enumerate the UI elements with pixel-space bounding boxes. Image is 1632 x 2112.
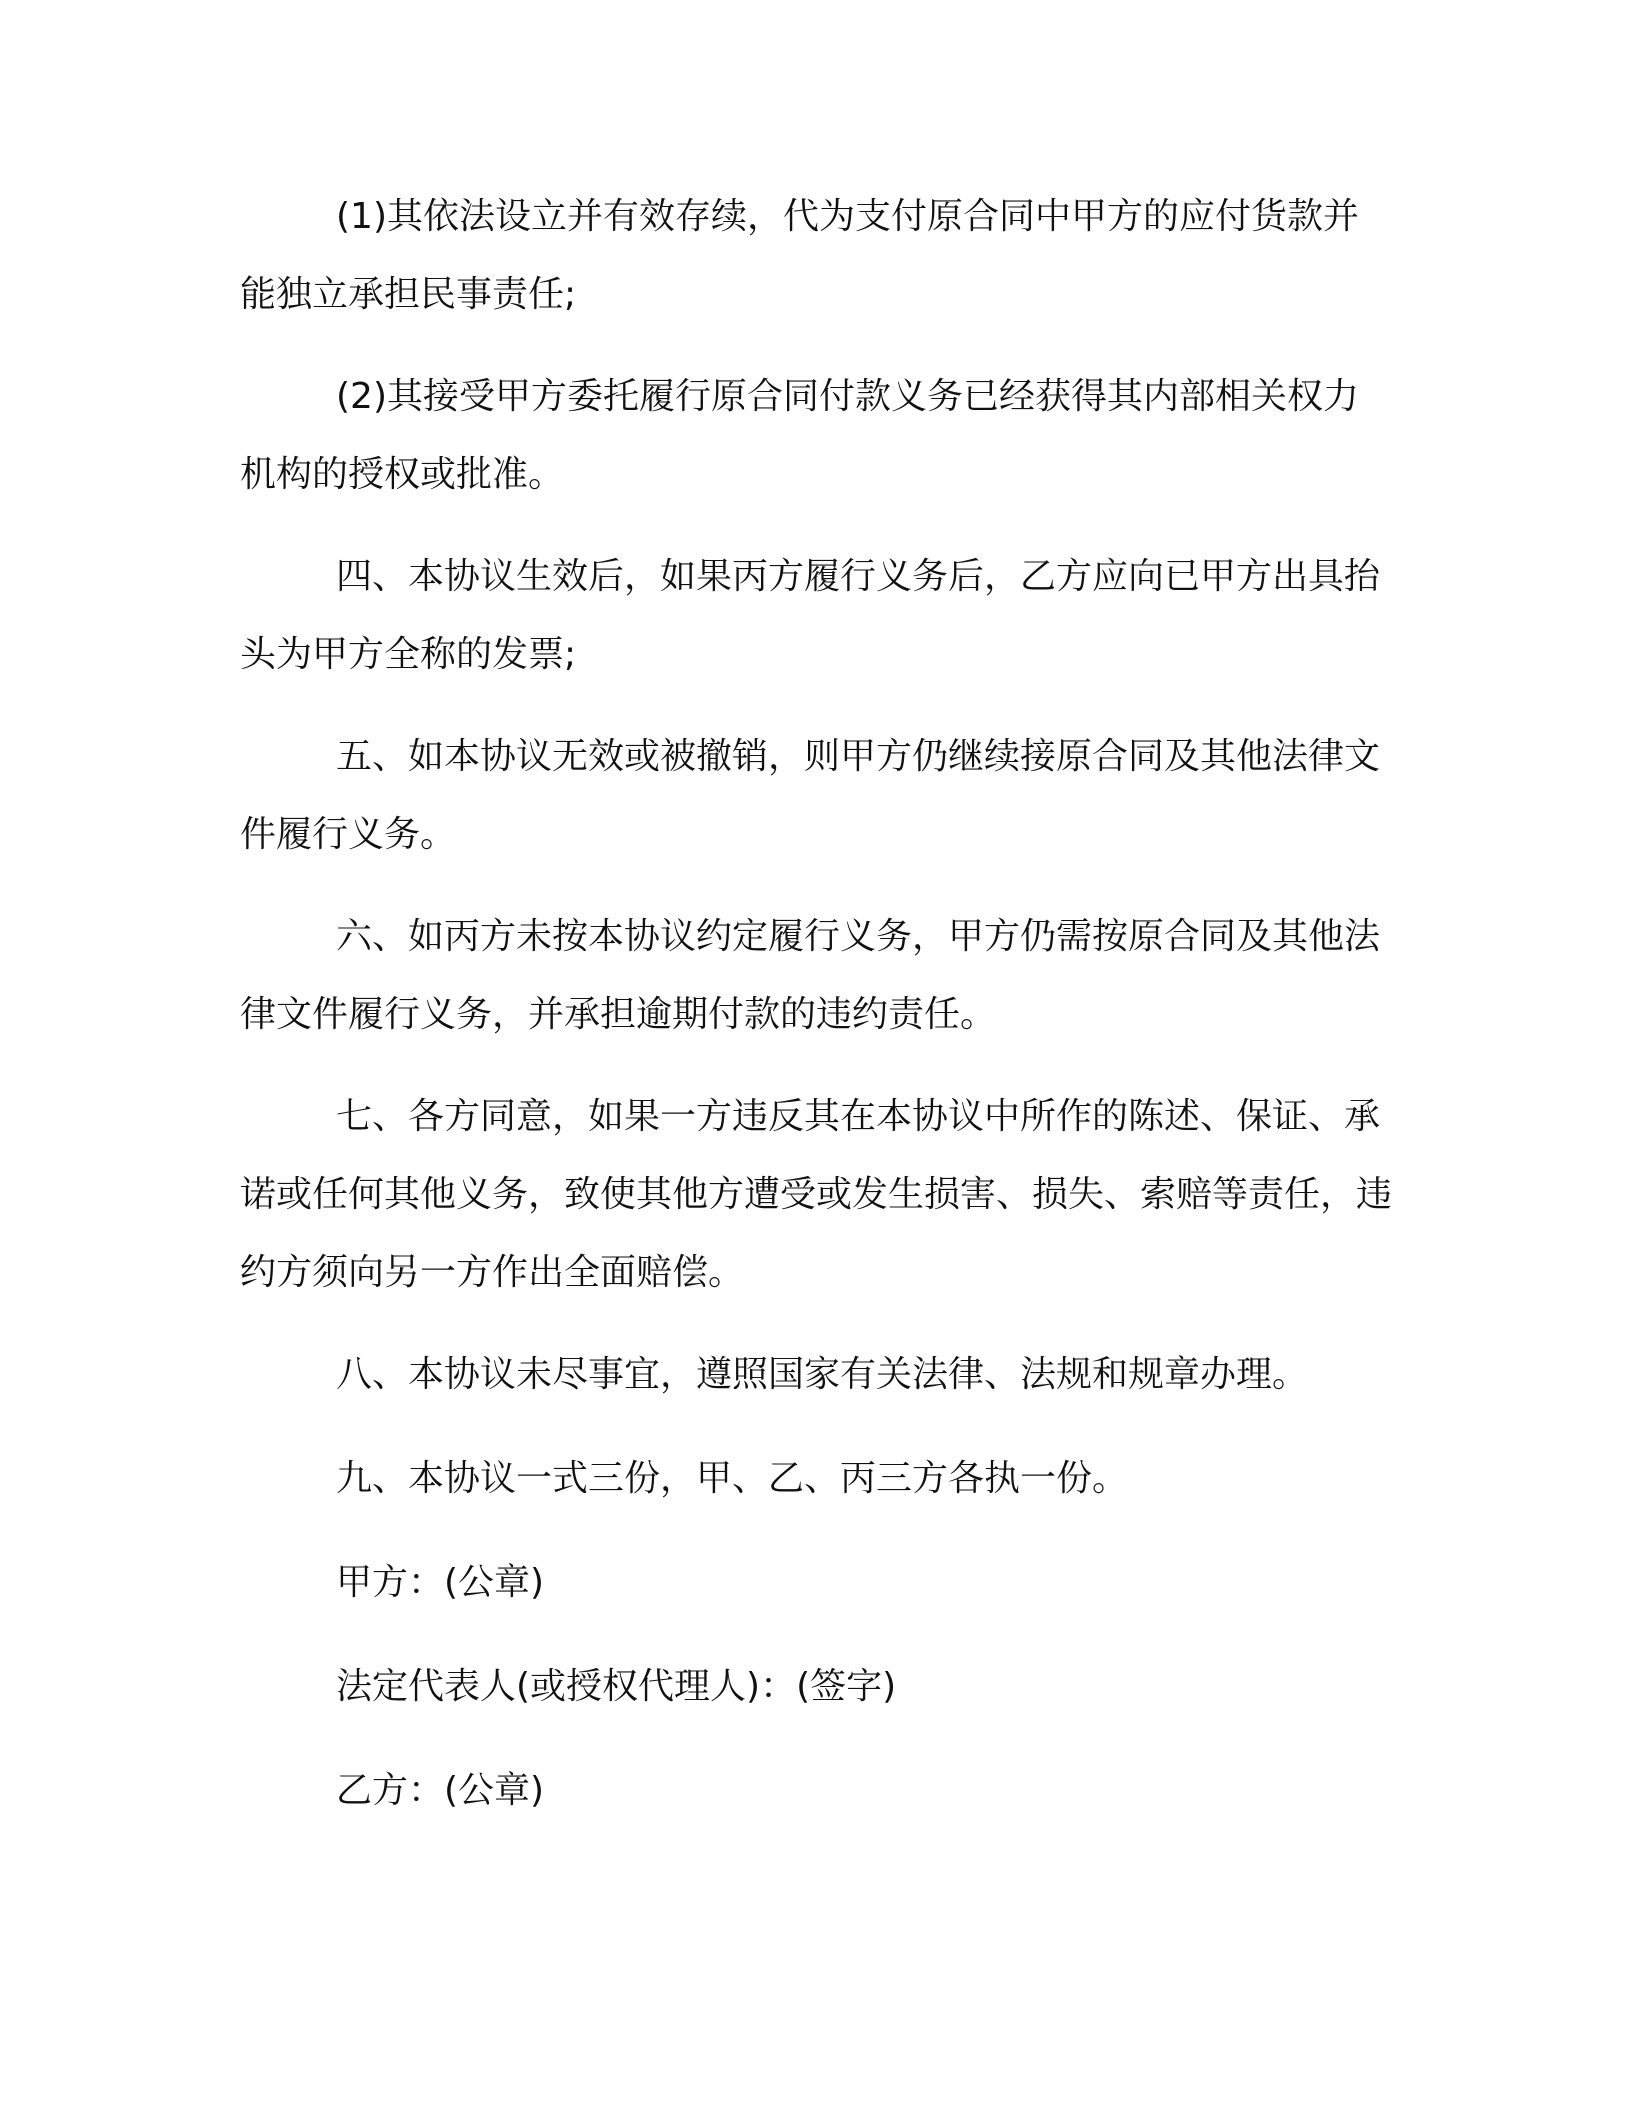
clause-3-2: (2)其接受甲方委托履行原合同付款义务已经获得其内部相关权力机构的授权或批准。 bbox=[240, 376, 1359, 495]
party-a-seal-line: 甲方：(公章) bbox=[336, 1562, 545, 1603]
clause-6: 六、如丙方未按本协议约定履行义务，甲方仍需按原合同及其他法律文件履行义务，并承担逾期付款的违约责任。 bbox=[240, 916, 1381, 1035]
document-body bbox=[240, 178, 1392, 1856]
clause-3-1: (1)其依法设立并有效存续，代为支付原合同中甲方的应付货款并能独立承担民事责任; bbox=[240, 196, 1359, 315]
clause-8: 八、本协议未尽事宜，遵照国家有关法律、法规和规章办理。 bbox=[336, 1354, 1309, 1395]
clause-5: 五、如本协议无效或被撤销，则甲方仍继续接原合同及其他法律文件履行义务。 bbox=[240, 736, 1381, 855]
clause-4: 四、本协议生效后，如果丙方履行义务后，乙方应向已甲方出具抬头为甲方全称的发票; bbox=[240, 556, 1381, 675]
clause-9: 九、本协议一式三份，甲、乙、丙三方各执一份。 bbox=[336, 1458, 1129, 1499]
legal-representative-signature-line: 法定代表人(或授权代理人)：(签字) bbox=[336, 1666, 897, 1707]
party-b-seal-line: 乙方：(公章) bbox=[336, 1770, 545, 1811]
clause-7: 七、各方同意，如果一方违反其在本协议中所作的陈述、保证、承诺或任何其他义务，致使其他方遭受或发生损害、损失、索赔等责任，违约方须向另一方作出全面赔偿。 bbox=[240, 1096, 1393, 1293]
